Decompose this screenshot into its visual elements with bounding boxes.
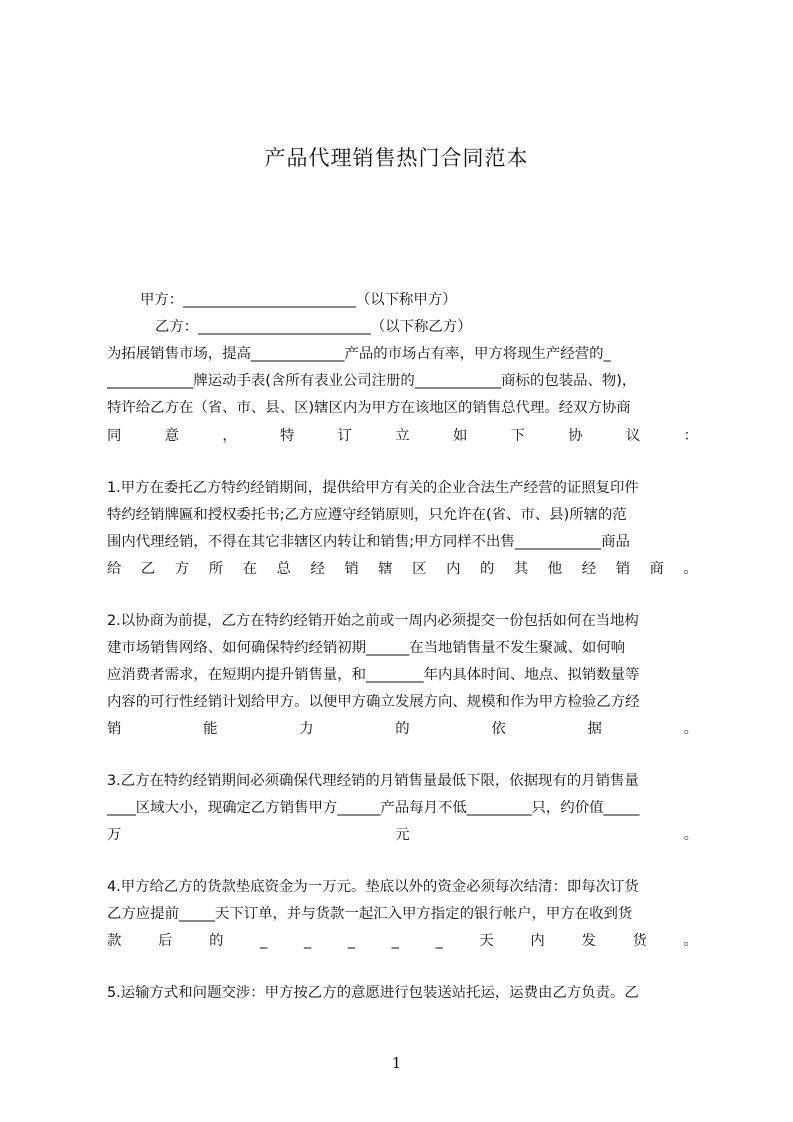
intro-line-2: ____________牌运动手表(含所有表业公司注册的____________商标的包装品、物)， <box>107 373 637 389</box>
clause1-char: 辖 <box>378 561 393 577</box>
clause4-char: 天 <box>479 933 494 949</box>
intro-char: 立 <box>395 428 410 444</box>
intro-char: ： <box>683 428 698 444</box>
intro-char: 同 <box>107 428 122 444</box>
clause2-line-1: 2.以协商为前提，乙方在特约经销开始之前或一周内必须提交一份包括如何在当地构 <box>107 613 639 629</box>
clause1-line-2: 特约经销牌匾和授权委托书;乙方应遵守经销原则，只允许在(省、市、县)所辖的范 <box>107 507 627 523</box>
clause3-line-2: ____区域大小，现确定乙方销售甲方______产品每月不低_________只，约价值_____ <box>107 800 640 816</box>
clause1-char: 经 <box>310 561 325 577</box>
clause4-char: _ <box>303 933 312 949</box>
clause4-char: 货 <box>632 933 647 949</box>
clause2-char: 依 <box>491 721 506 737</box>
clause1-char: 商 <box>649 561 664 577</box>
clause4-line-1: 4.甲方给乙方的货款垫底资金为一万元。垫底以外的资金必须每次结清：即每次订货 <box>107 879 639 895</box>
clause4-char: _ <box>435 933 443 949</box>
clause2-line-3: 应消费者需求，在短期内提升销售量，和________年内具体时间、地点、拟销数量等 <box>107 667 640 683</box>
intro-char: 订 <box>337 428 353 444</box>
clause2-line-5 <box>107 717 698 742</box>
intro-line-1: 为拓展销售市场，提高_____________产品的市场占有率，甲方将现生产经营的_ <box>107 346 611 362</box>
clause3-line-3 <box>107 823 698 848</box>
intro-char: 议 <box>625 428 641 444</box>
intro-char: 协 <box>568 428 583 444</box>
intro-char: 特 <box>279 428 295 444</box>
clause3-char: 元 <box>395 827 410 843</box>
document-title: 产品代理销售热门合同范本 <box>264 146 529 170</box>
clause4-char: _ <box>260 933 268 949</box>
clause2-char: 的 <box>395 721 410 737</box>
intro-char: 意 <box>164 428 180 444</box>
intro-line-4 <box>107 424 698 449</box>
clause1-line-4 <box>107 557 698 582</box>
clause5-line-1: 5.运输方式和问题交涉：甲方按乙方的意愿进行包装送站托运，运费由乙方负责。乙 <box>107 985 639 1001</box>
clause1-char: 他 <box>547 561 563 577</box>
clause1-char: 其 <box>513 561 529 577</box>
clause1-char: 区 <box>412 561 427 577</box>
clause4-char: _ <box>347 933 356 949</box>
clause4-line-3 <box>107 929 698 954</box>
party-b-label: 乙方：________________________（以下称乙方） <box>155 319 472 335</box>
clause2-char: 销 <box>107 721 122 737</box>
clause2-char: 力 <box>299 721 314 737</box>
clause1-char: 总 <box>276 561 291 577</box>
clause1-char: 所 <box>208 561 224 577</box>
page-number: 1 <box>391 1054 402 1072</box>
clause1-char: 销 <box>615 561 630 577</box>
clause1-char: 的 <box>479 561 495 577</box>
clause1-char: 乙 <box>140 561 156 577</box>
clause4-char: 。 <box>683 933 698 949</box>
clause1-char: 。 <box>683 561 698 577</box>
clause4-line-2: 乙方应提前_____天下订单，并与货款一起汇入甲方指定的银行帐户，甲方在收到货 <box>107 906 633 922</box>
clause4-char: 后 <box>158 933 173 949</box>
clause1-char: 方 <box>174 561 190 577</box>
clause4-char: 内 <box>530 933 545 949</box>
intro-char: 下 <box>510 428 525 444</box>
clause1-char: 给 <box>107 561 122 577</box>
intro-line-3: 特许给乙方在（省、市、县、区)辖区内为甲方在该地区的销售总代理。经双方协商 <box>107 400 631 416</box>
clause1-char: 在 <box>242 561 258 577</box>
party-a-label: 甲方：________________________（以下称甲方） <box>140 292 457 308</box>
clause2-char: 能 <box>203 721 218 737</box>
clause4-char: _ <box>391 933 399 949</box>
intro-char: 如 <box>452 428 468 444</box>
party-a-line <box>140 288 698 313</box>
party-b-line <box>155 315 698 340</box>
intro-char: ， <box>222 428 237 444</box>
party-b-text <box>155 315 698 340</box>
clause1-line-3: 围内代理经销，不得在其它非辖区内转让和销售;甲方同样不出售____________商品 <box>107 534 630 550</box>
clause3-char: 万 <box>107 827 122 843</box>
clause2-char: 。 <box>683 721 698 737</box>
clause1-char: 销 <box>344 561 359 577</box>
clause3-line-1: 3.乙方在特约经销期间必须确保代理经销的月销售量最低下限，依据现有的月销售量 <box>107 773 639 789</box>
clause3-char: 。 <box>683 827 698 843</box>
clause1-char: 经 <box>581 561 597 577</box>
clause1-line-1: 1.甲方在委托乙方特约经销期间，提供给甲方有关的企业合法生产经营的证照复印件 <box>107 480 639 496</box>
party-a-text <box>140 288 698 313</box>
clause2-line-2: 建市场销售网络、如何确保特约经销初期______在当地销售量不发生聚减、如何响 <box>107 640 626 656</box>
clause2-char: 据 <box>587 721 602 737</box>
clause4-char: 款 <box>107 933 122 949</box>
clause4-char: 的 <box>209 933 224 949</box>
clause4-char: 发 <box>581 933 596 949</box>
clause1-char: 内 <box>446 561 461 577</box>
clause2-line-4: 内容的可行性经销计划给甲方。以便甲方确立发展方向、规模和作为甲方检验乙方经 <box>107 694 640 710</box>
